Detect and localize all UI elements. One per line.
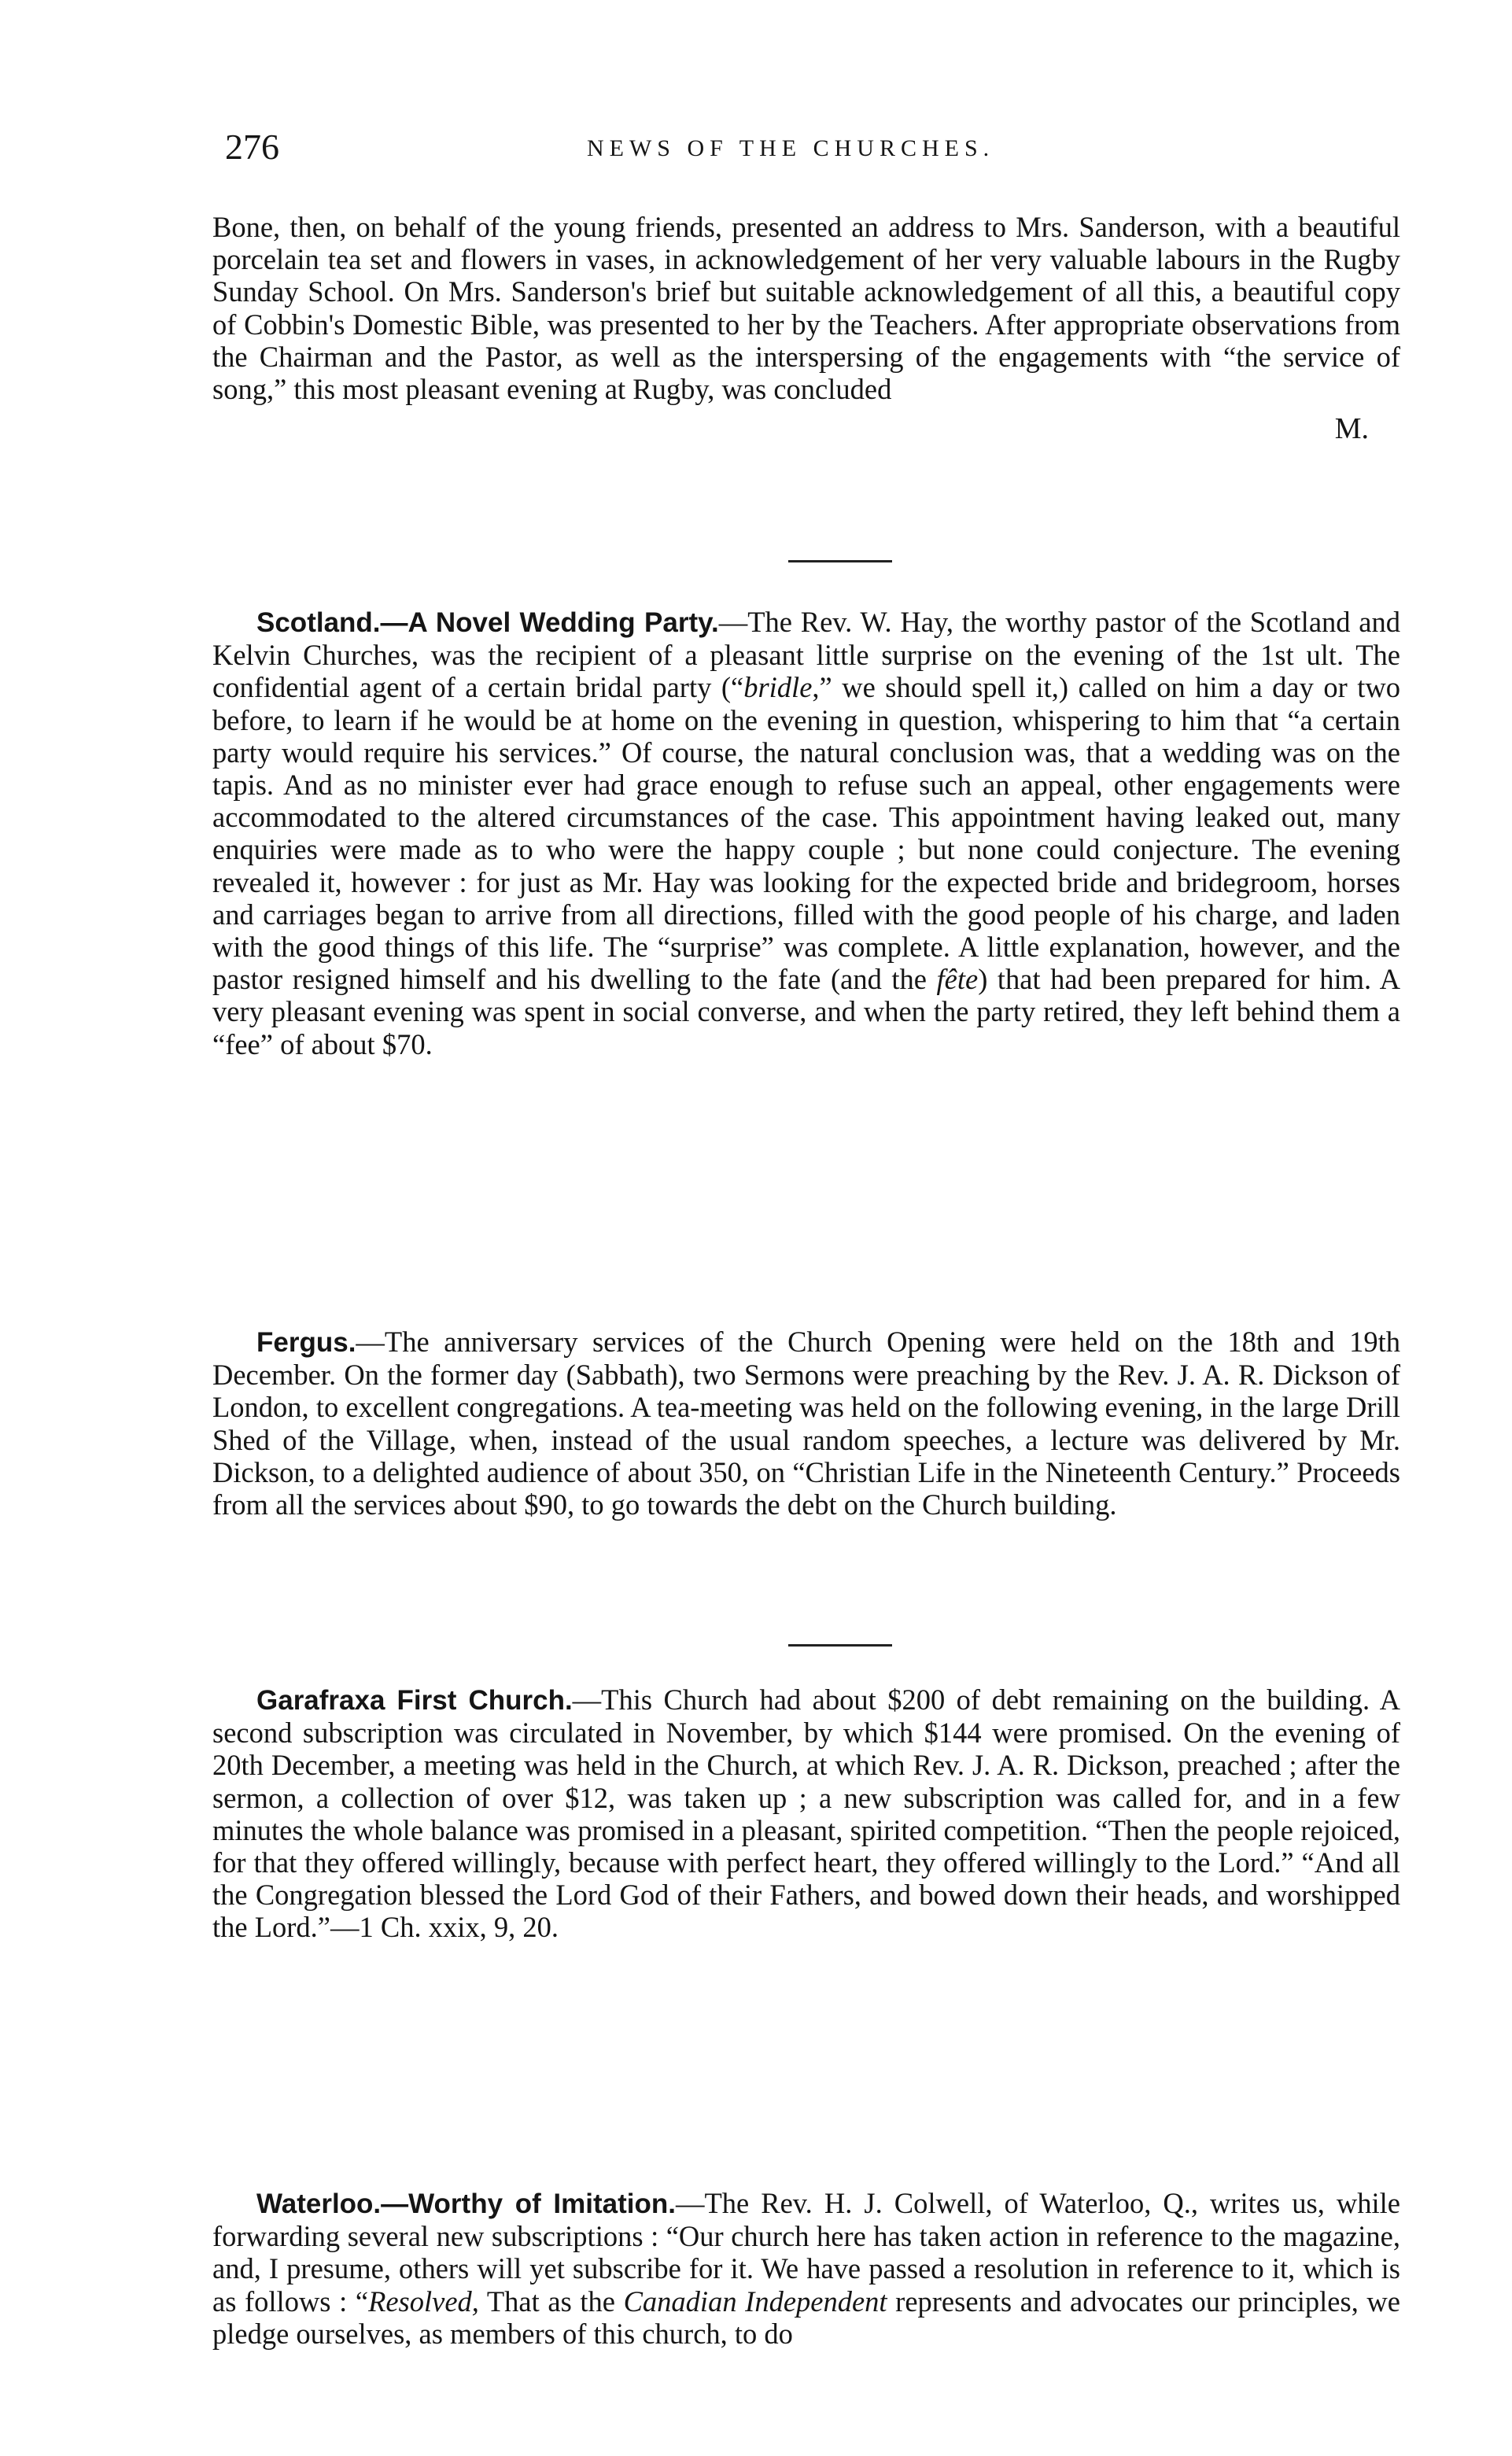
page-header (225, 126, 1381, 173)
article-waterloo (212, 2187, 1400, 2350)
fergus-paragraph (212, 1326, 1400, 1521)
article-italic: Canadian Independent (623, 2285, 887, 2318)
intro-paragraph: Bone, then, on behalf of the young friends, presented an address to Mrs. Sanderson, with a beautiful porcelain tea set and flowers in vases, in acknowledgement of her very valuable labours in the Rugby Sunday School. On Mrs. Sanderson's brief but suitable acknowledgement of all this, a beautiful copy of Cobbin's Domestic Bible, was presented to her by the Teachers. After appropriate observations from the Chairman and the Pastor, as well as the interspersing of the engagements with “the service of song,” this most pleasant evening at Rugby, was concluded (212, 211, 1400, 406)
article-scotland (212, 606, 1400, 1060)
article-italic: fête (936, 963, 979, 996)
article-fergus (212, 1326, 1400, 1521)
article-text: —The Rev. H. J. Colwell, of Waterloo, Q., writes us, while forwarding several new subscriptions : “Our church here has taken action in reference to the magazine, and, I presume, others will yet subscribe for it. We have passed a resolution in reference to it, which is as follows : “ (212, 2187, 1401, 2318)
signature: M. (1334, 412, 1369, 446)
scotland-paragraph (212, 606, 1400, 1060)
article-text: ,” we should spell it,) called on him a day or two before, to learn if he would be at home on the evening in question, whispering to him that “a certain party would require his services.” Of course, the natural conclusion was, that a wedding was on the tapis. And as no minister ever had grace enough to refuse such an appeal, other engagements were accommodated to the altered circumstances of the case. This appointment having leaked out, many enquiries were made as to who were the happy couple ; but none could conjecture. The evening revealed it, however : for just as Mr. Hay was looking for the expected bride and bridegroom, horses and carriages began to arrive from all directions, filled with the good people of his charge, and laden with the good things of this life. The “surprise” was complete. A little explanation, however, and the pastor resigned himself and his dwelling to the fate (and the (212, 671, 1401, 996)
article-garafraxa (212, 1683, 1400, 1944)
article-text: —The Rev. W. Hay, the worthy pastor of the Scotland and Kelvin Churches, was the recipient of a pleasant little surprise on the evening of the 1st ult. The confidential agent of a certain bridal party (“ (212, 606, 1400, 704)
article-italic: Resolved, (368, 2285, 479, 2318)
article-heading: Garafraxa First Church. (256, 1685, 573, 1716)
section-divider (788, 1644, 892, 1647)
section-divider (788, 560, 892, 562)
page-number: 276 (225, 127, 279, 167)
running-head: NEWS OF THE CHURCHES. (587, 135, 995, 161)
article-text: That as the (478, 2285, 624, 2318)
article-heading: Scotland.—A Novel Wedding Party. (256, 607, 719, 638)
article-heading: Fergus. (256, 1327, 356, 1358)
article-rugby-continuation (212, 211, 1400, 446)
article-text: —The anniversary services of the Church Opening were held on the 18th and 19th December. On the former day (Sabbath), two Sermons were preaching by the Rev. J. A. R. Dickson of London, to excellent congregations. A tea-meeting was held on the following evening, in the large Drill Shed of the Village, when, instead of the usual random speeches, a lecture was delivered by Mr. Dickson, to a delighted audience of about 350, on “Christian Life in the Nineteenth Century.” Proceeds from all the services about $90, to go towards the debt on the Church building. (212, 1326, 1400, 1521)
article-heading: Waterloo.—Worthy of Imitation. (256, 2189, 676, 2219)
article-text: —This Church had about $200 of debt remaining on the building. A second subscription was circulated in November, by which $144 were promised. On the evening of 20th December, a meeting was held in the Church, at which Rev. J. A. R. Dickson, preached ; after the sermon, a collection of over $12, was taken up ; a new subscription was called for, and in a few minutes the whole balance was promised in a pleasant, spirited competition. “Then the people rejoiced, for that they offered willingly, because with perfect heart, they offered willingly to the Lord.” “And all the Congregation blessed the Lord God of their Fathers, and bowed down their heads, and worshipped the Lord.”—1 Ch. xxix, 9, 20. (212, 1683, 1400, 1944)
garafraxa-paragraph (212, 1683, 1400, 1944)
article-italic: bridle (743, 671, 813, 704)
article-text: ) that had been prepared for him. A very pleasant evening was spent in social converse, and when the party retired, they left behind them a “fee” of about $70. (212, 963, 1400, 1060)
article-text: represents and advocates our principles, we pledge ourselves, as members of this church, to do (212, 2285, 1400, 2350)
waterloo-paragraph (212, 2187, 1400, 2350)
